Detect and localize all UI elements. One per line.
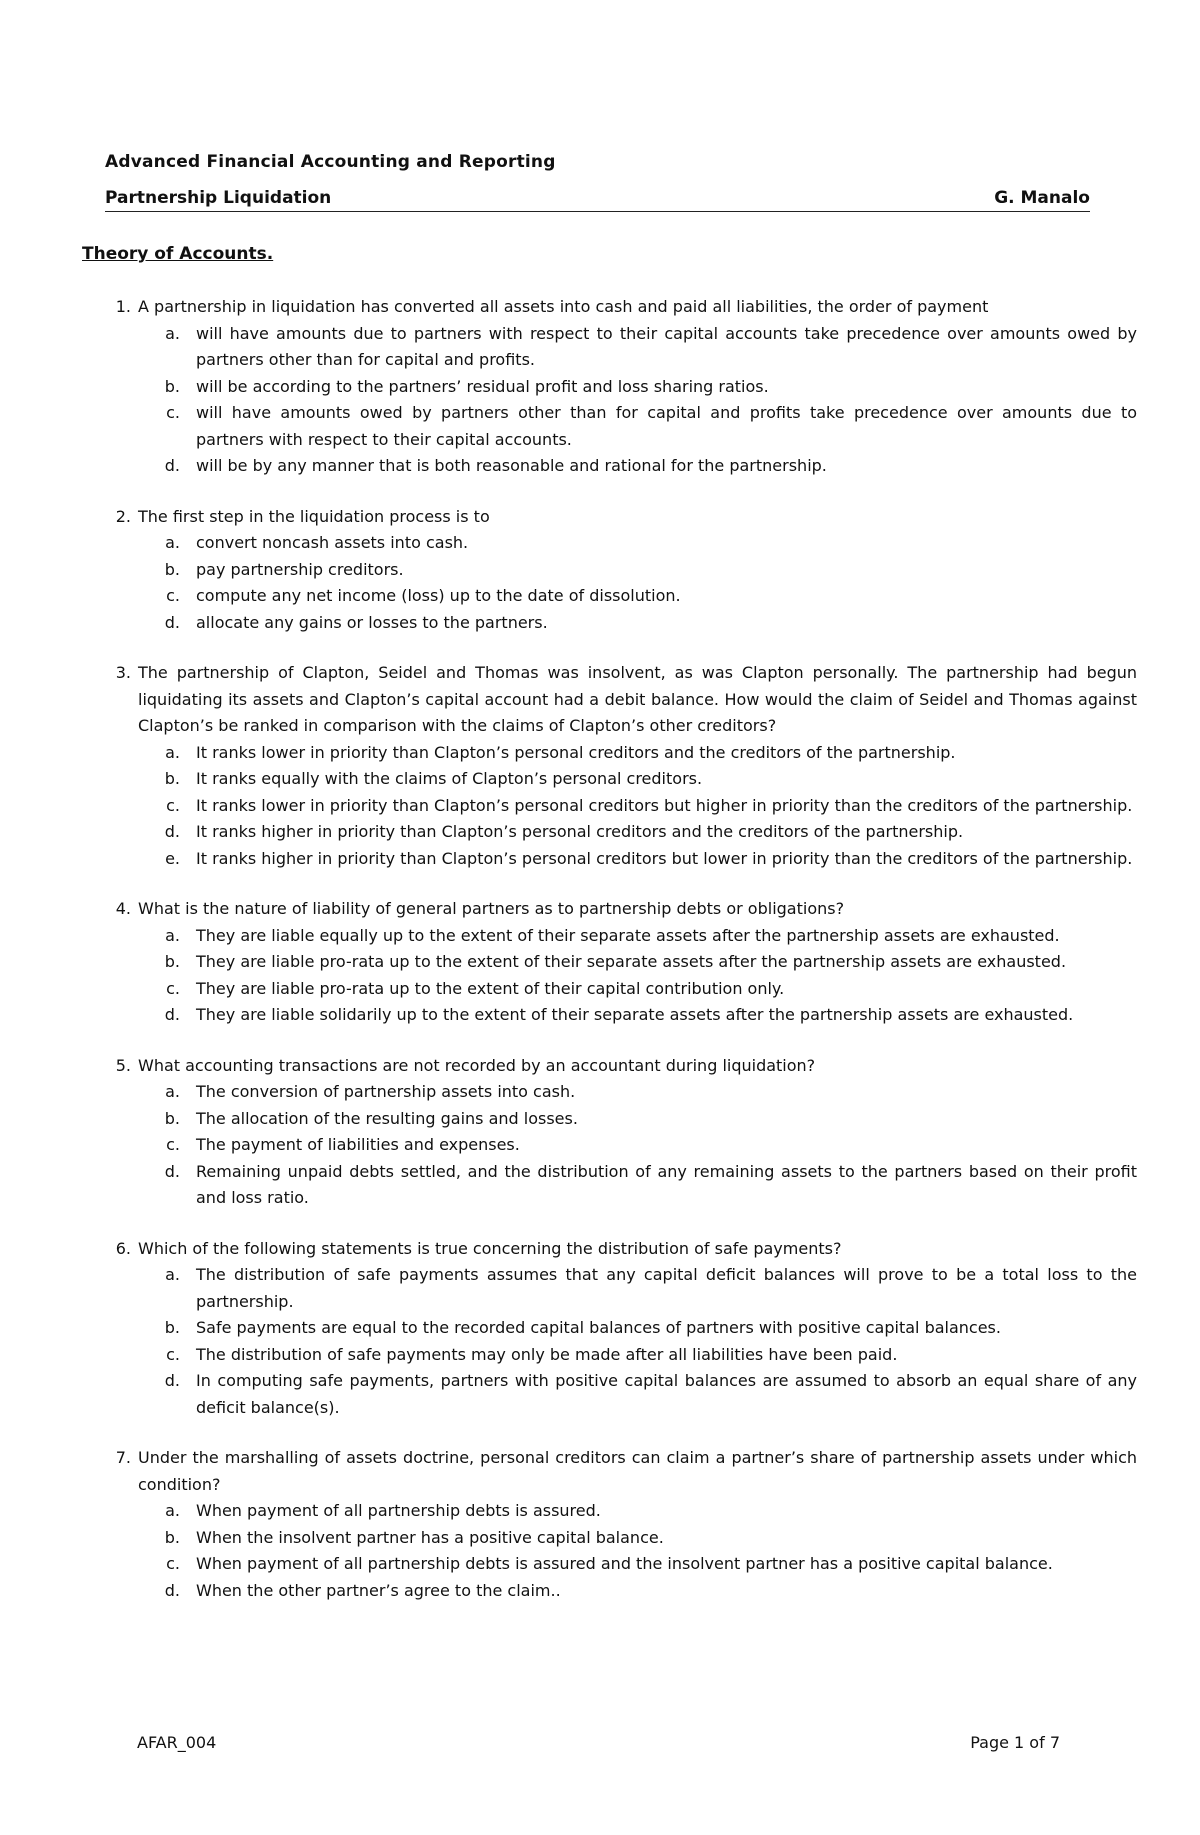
answer-option	[138, 557, 1137, 584]
question-text: What accounting transactions are not recorded by an accountant during liquidation?	[138, 1055, 816, 1075]
question-item	[82, 294, 1137, 480]
answer-option	[138, 846, 1137, 873]
question-text: Under the marshalling of assets doctrine, personal creditors can claim a partner’s share of partnership assets under which condition?	[138, 1448, 1137, 1494]
option-text: It ranks lower in priority than Clapton’s personal creditors but higher in priority than the creditors of the partnership.	[196, 795, 1133, 815]
answer-option	[138, 530, 1137, 557]
answer-option	[138, 1002, 1137, 1029]
answer-option	[138, 453, 1137, 480]
option-text: When the insolvent partner has a positive capital balance.	[196, 1527, 664, 1547]
question-body	[138, 1445, 1137, 1604]
question-number: 7.	[115, 1448, 131, 1467]
question-item	[82, 1445, 1137, 1604]
option-letter: c.	[166, 403, 180, 422]
answer-option	[138, 1498, 1137, 1525]
option-letter: c.	[166, 978, 180, 998]
answer-option	[138, 1551, 1137, 1578]
option-letter: a.	[165, 323, 180, 343]
answer-option	[138, 400, 1137, 453]
option-letter: d.	[164, 1371, 180, 1390]
question-item	[82, 1053, 1137, 1212]
option-letter: d.	[164, 1580, 180, 1600]
answer-option	[138, 1342, 1137, 1369]
answer-options	[138, 321, 1137, 480]
question-text: Which of the following statements is true concerning the distribution of safe payments?	[138, 1238, 842, 1258]
answer-option	[138, 1315, 1137, 1342]
question-text: The partnership of Clapton, Seidel and Thomas was insolvent, as was Clapton personally. The partnership had begun liquidating its assets and Clapton’s capital account had a debit balance. How would the claim of Seidel and Thomas against Clapton’s be ranked in comparison with the claims of Clapton’s other creditors?	[138, 663, 1137, 735]
page-footer	[137, 1733, 1060, 1752]
option-text: They are liable pro-rata up to the extent of their capital contribution only.	[196, 978, 785, 998]
answer-option	[138, 583, 1137, 610]
option-letter: b.	[164, 376, 180, 396]
option-letter: a.	[165, 925, 180, 945]
question-number: 3.	[115, 663, 131, 682]
option-text: They are liable equally up to the extent of their separate assets after the partnership assets are exhausted.	[196, 925, 1060, 945]
option-text: convert noncash assets into cash.	[196, 533, 469, 552]
answer-option	[138, 1159, 1137, 1212]
answer-options	[138, 1079, 1137, 1212]
answer-option	[138, 1079, 1137, 1106]
option-text: It ranks higher in priority than Clapton’s personal creditors but lower in priority than the creditors of the partnership.	[196, 848, 1133, 868]
answer-option	[138, 819, 1137, 846]
answer-option	[138, 766, 1137, 793]
answer-option	[138, 1368, 1137, 1421]
question-text: A partnership in liquidation has converted all assets into cash and paid all liabilities, the order of payment	[138, 297, 989, 316]
header-subtitle-row	[105, 188, 1090, 212]
option-text: pay partnership creditors.	[196, 559, 404, 579]
question-text: The first step in the liquidation process is to	[138, 506, 490, 526]
question-body	[138, 504, 1137, 637]
option-text: They are liable solidarily up to the extent of their separate assets after the partnership assets are exhausted.	[196, 1005, 1074, 1024]
document-code: AFAR_004	[137, 1733, 217, 1752]
option-letter: a.	[165, 1265, 180, 1284]
page-number: Page 1 of 7	[970, 1733, 1060, 1752]
option-text: The payment of liabilities and expenses.	[196, 1135, 520, 1154]
document-author: G. Manalo	[994, 188, 1090, 208]
option-letter: d.	[164, 456, 180, 475]
question-body	[138, 294, 1137, 480]
option-letter: d.	[164, 1005, 180, 1024]
option-text: It ranks higher in priority than Clapton’s personal creditors and the creditors of the partnership.	[196, 822, 964, 841]
option-text: compute any net income (loss) up to the date of dissolution.	[196, 586, 681, 605]
answer-option	[138, 374, 1137, 401]
option-letter: e.	[165, 848, 180, 868]
option-text: The allocation of the resulting gains and losses.	[196, 1108, 578, 1128]
document-title: Advanced Financial Accounting and Reporting	[105, 152, 556, 172]
option-letter: c.	[166, 1344, 180, 1364]
question-body	[138, 1236, 1137, 1422]
option-text: The distribution of safe payments assumes that any capital deficit balances will prove to be a total loss to the partnership.	[196, 1265, 1137, 1311]
answer-option	[138, 976, 1137, 1003]
option-text: The conversion of partnership assets into cash.	[196, 1082, 576, 1101]
option-text: They are liable pro-rata up to the extent of their separate assets after the partnership assets are exhausted.	[196, 952, 1067, 971]
option-letter: b.	[164, 1318, 180, 1337]
option-letter: c.	[166, 586, 180, 605]
question-item	[82, 1236, 1137, 1422]
answer-options	[138, 530, 1137, 636]
answer-option	[138, 321, 1137, 374]
option-text: will have amounts owed by partners other than for capital and profits take precedence over amounts due to partners with respect to their capital accounts.	[196, 403, 1137, 449]
option-text: The distribution of safe payments may only be made after all liabilities have been paid.	[196, 1344, 898, 1364]
option-text: When payment of all partnership debts is assured and the insolvent partner has a positive capital balance.	[196, 1554, 1053, 1573]
option-text: When the other partner’s agree to the claim..	[196, 1580, 561, 1600]
question-number: 4.	[115, 899, 131, 918]
answer-options	[138, 740, 1137, 873]
option-text: will have amounts due to partners with respect to their capital accounts take precedence over amounts owed by partners other than for capital and profits.	[196, 323, 1137, 369]
question-number: 6.	[115, 1238, 131, 1258]
answer-option	[138, 923, 1137, 950]
option-letter: b.	[164, 952, 180, 971]
question-text: What is the nature of liability of general partners as to partnership debts or obligations?	[138, 899, 845, 918]
option-text: When payment of all partnership debts is assured.	[196, 1501, 601, 1520]
question-number: 2.	[115, 506, 131, 526]
answer-option	[138, 1106, 1137, 1133]
question-item	[82, 896, 1137, 1029]
option-letter: c.	[166, 795, 180, 815]
question-number: 5.	[115, 1055, 131, 1075]
document-topic: Partnership Liquidation	[105, 188, 332, 208]
answer-options	[138, 923, 1137, 1029]
section-title: Theory of Accounts.	[82, 244, 274, 264]
option-text: It ranks equally with the claims of Clapton’s personal creditors.	[196, 769, 703, 788]
option-letter: b.	[164, 1108, 180, 1128]
option-letter: a.	[165, 742, 180, 762]
option-letter: b.	[164, 769, 180, 788]
answer-option	[138, 1525, 1137, 1552]
option-text: will be according to the partners’ residual profit and loss sharing ratios.	[196, 376, 769, 396]
answer-option	[138, 949, 1137, 976]
option-text: It ranks lower in priority than Clapton’s personal creditors and the creditors of the partnership.	[196, 742, 956, 762]
option-letter: a.	[165, 1082, 180, 1101]
question-body	[138, 896, 1137, 1029]
option-letter: a.	[165, 1501, 180, 1520]
answer-option	[138, 740, 1137, 767]
answer-options	[138, 1262, 1137, 1421]
answer-option	[138, 610, 1137, 637]
question-item	[82, 504, 1137, 637]
option-text: will be by any manner that is both reasonable and rational for the partnership.	[196, 456, 827, 475]
option-text: In computing safe payments, partners with positive capital balances are assumed to absorb an equal share of any deficit balance(s).	[196, 1371, 1137, 1417]
question-number: 1.	[115, 297, 131, 316]
option-letter: d.	[164, 1161, 180, 1181]
option-text: Remaining unpaid debts settled, and the distribution of any remaining assets to the partners based on their profit and loss ratio.	[196, 1161, 1137, 1207]
option-letter: d.	[164, 612, 180, 632]
answer-option	[138, 1262, 1137, 1315]
option-letter: d.	[164, 822, 180, 841]
option-text: Safe payments are equal to the recorded capital balances of partners with positive capital balances.	[196, 1318, 1001, 1337]
question-item	[82, 660, 1137, 872]
option-letter: c.	[166, 1554, 180, 1573]
option-letter: c.	[166, 1135, 180, 1154]
option-letter: b.	[164, 1527, 180, 1547]
question-body	[138, 1053, 1137, 1212]
answer-options	[138, 1498, 1137, 1604]
question-body	[138, 660, 1137, 872]
answer-option	[138, 1578, 1137, 1605]
answer-option	[138, 793, 1137, 820]
question-list	[82, 294, 1137, 1628]
answer-option	[138, 1132, 1137, 1159]
option-text: allocate any gains or losses to the partners.	[196, 612, 548, 632]
option-letter: b.	[164, 559, 180, 579]
option-letter: a.	[165, 533, 180, 552]
